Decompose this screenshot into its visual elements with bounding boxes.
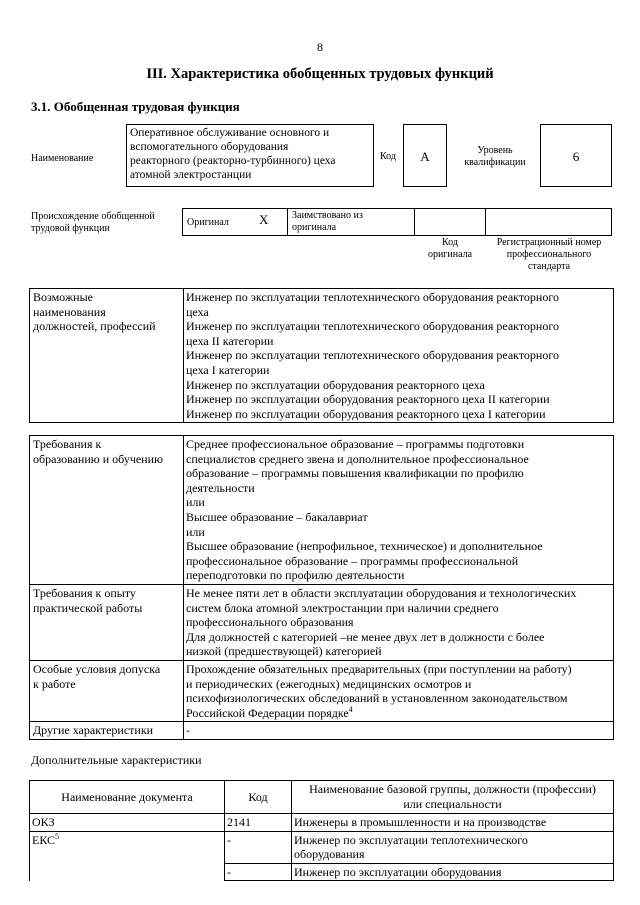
code-original-caption bbox=[414, 237, 486, 261]
requirement-value bbox=[184, 660, 614, 721]
col-name-header-line: или специальности bbox=[403, 796, 502, 811]
requirement-line-text: Российской Федерации порядке bbox=[186, 705, 349, 720]
function-name-line: реакторного (реакторно-турбинного) цеха bbox=[130, 155, 336, 167]
doc-text: ОКЗ bbox=[32, 815, 55, 829]
level-label-line: квалификации bbox=[464, 157, 526, 168]
positions-table bbox=[29, 288, 614, 423]
positions-label-line: Возможные bbox=[33, 290, 93, 304]
origin-code-cell bbox=[414, 208, 486, 236]
requirement-line: Среднее профессиональное образование – программы подготовки bbox=[186, 437, 525, 451]
name-line: оборудования bbox=[294, 847, 365, 862]
positions-label-line: должностей, профессий bbox=[33, 319, 156, 334]
requirement-line: психофизиологических обследований в установленном законодательством bbox=[186, 691, 568, 706]
positions-row bbox=[30, 289, 614, 423]
position-line: цеха bbox=[186, 304, 209, 319]
requirement-line: Для должностей с категорией –не менее двух лет в должности с более bbox=[186, 629, 545, 644]
requirement-line: Прохождение обязательных предварительных (при поступлении на работу) bbox=[186, 661, 572, 676]
level-value: 6 bbox=[540, 124, 612, 187]
position-line: Инженер по эксплуатации теплотехнического оборудования реакторного bbox=[186, 290, 559, 304]
name-line: Инженер по эксплуатации оборудования bbox=[294, 864, 502, 879]
position-line: Инженер по эксплуатации теплотехнического оборудования реакторного bbox=[186, 348, 559, 363]
position-line: Инженер по эксплуатации оборудования реакторного цеха bbox=[186, 377, 485, 392]
requirement-line: Высшее образование – бакалавриат bbox=[186, 509, 368, 524]
requirement-value bbox=[184, 722, 614, 740]
name-cell bbox=[292, 831, 614, 863]
table-row bbox=[30, 814, 614, 832]
col-name-header bbox=[292, 781, 614, 814]
name-label: Наименование bbox=[31, 153, 94, 164]
origin-label-line: трудовой функции bbox=[31, 223, 110, 234]
origin-original-cell bbox=[182, 208, 288, 236]
requirement-label-line: практической работы bbox=[33, 600, 143, 615]
requirement-line: деятельности bbox=[186, 480, 255, 495]
requirements-table bbox=[29, 435, 614, 740]
position-line: цеха II категории bbox=[186, 333, 274, 348]
function-name-line: атомной электростанции bbox=[130, 169, 252, 181]
doc-sup: 5 bbox=[55, 831, 60, 841]
page-number: 8 bbox=[317, 40, 323, 54]
requirement-label-line: образованию и обучению bbox=[33, 451, 163, 466]
requirement-line: профессиональное образование – программы профессиональной bbox=[186, 553, 519, 568]
requirement-line: образование – программы повышения квалификации по профилю bbox=[186, 466, 524, 481]
name-line: Инженер по эксплуатации теплотехнического bbox=[294, 832, 528, 847]
origin-original-mark: Х bbox=[259, 212, 269, 227]
positions-value bbox=[184, 289, 614, 423]
code-original-line: оригинала bbox=[427, 249, 473, 260]
code-cell: 2141 bbox=[225, 814, 292, 832]
col-doc-header: Наименование документа bbox=[30, 781, 225, 814]
position-line: Инженер по эксплуатации оборудования реакторного цеха II категории bbox=[186, 392, 550, 407]
requirement-label bbox=[30, 436, 184, 585]
function-name-line: Оперативное обслуживание основного и bbox=[130, 127, 330, 139]
requirement-row-experience bbox=[30, 584, 614, 660]
name-line: Инженеры в промышленности и на производстве bbox=[294, 815, 547, 829]
requirement-label-line: Требования к опыту bbox=[33, 585, 136, 600]
origin-original-label: Оригинал bbox=[187, 217, 229, 228]
position-line: цеха I категории bbox=[186, 362, 270, 377]
requirement-line: переподготовки по профилю деятельности bbox=[186, 568, 405, 583]
section-title: III. Характеристика обобщенных трудовых функций bbox=[146, 66, 494, 82]
origin-borrowed-line: Заимствовано из bbox=[292, 210, 363, 221]
requirement-label-line: Другие характеристики bbox=[33, 723, 154, 738]
reg-number-caption bbox=[487, 237, 611, 273]
requirement-line: систем блока атомной электростанции при наличии среднего bbox=[186, 600, 499, 615]
reg-number-line: профессионального bbox=[506, 249, 592, 260]
requirement-row-education bbox=[30, 436, 614, 585]
requirement-label-line: к работе bbox=[33, 676, 76, 691]
requirement-line: Не менее пяти лет в области эксплуатации оборудования и технологических bbox=[186, 585, 577, 600]
level-label-line: Уровень bbox=[477, 145, 513, 156]
origin-borrowed-line: оригинала bbox=[292, 222, 337, 233]
requirement-value bbox=[184, 584, 614, 660]
col-name-header-line: Наименование базовой группы, должности (профессии) bbox=[309, 782, 596, 796]
requirement-label-line: Особые условия допуска bbox=[33, 661, 161, 676]
requirement-line: или bbox=[186, 524, 205, 539]
col-code-header: Код bbox=[225, 781, 292, 814]
requirement-line bbox=[186, 706, 611, 721]
additional-table bbox=[29, 780, 614, 881]
requirement-line: низкой (предшествующей) категорией bbox=[186, 644, 382, 659]
requirement-label bbox=[30, 660, 184, 721]
requirement-row-special-conditions bbox=[30, 660, 614, 721]
reg-number-line: Регистрационный номер bbox=[496, 237, 602, 248]
footnote-marker: 4 bbox=[348, 704, 353, 714]
code-original-line: Код bbox=[442, 237, 458, 248]
function-name-line: вспомогательного оборудования bbox=[130, 141, 289, 153]
position-line: Инженер по эксплуатации оборудования реакторного цеха I категории bbox=[186, 406, 546, 421]
code-cell: - bbox=[225, 831, 292, 863]
requirement-line: Высшее образование (непрофильное, техническое) и дополнительное bbox=[186, 539, 543, 554]
doc-cell bbox=[30, 814, 225, 832]
doc-text: ЕКС bbox=[32, 832, 56, 847]
code-value: А bbox=[403, 124, 447, 187]
level-label bbox=[455, 145, 535, 169]
code-label: Код bbox=[380, 151, 396, 162]
function-name-box bbox=[126, 124, 374, 187]
requirement-line: специалистов среднего звена и дополнительное профессиональное bbox=[186, 451, 529, 466]
reg-number-line: стандарта bbox=[527, 261, 571, 272]
requirement-label bbox=[30, 584, 184, 660]
doc-cell bbox=[30, 831, 225, 881]
origin-borrowed-cell bbox=[287, 208, 415, 236]
requirement-row-other bbox=[30, 722, 614, 740]
requirement-label-line: Требования к bbox=[33, 437, 102, 451]
requirement-line: профессионального образования bbox=[186, 615, 354, 630]
additional-header-row bbox=[30, 781, 614, 814]
positions-label-line: наименования bbox=[33, 304, 106, 319]
requirement-line: или bbox=[186, 495, 205, 510]
requirement-line: и периодических (ежегодных) медицинских осмотров и bbox=[186, 676, 472, 691]
table-row bbox=[30, 831, 614, 863]
requirement-line: - bbox=[186, 723, 190, 738]
origin-reg-cell bbox=[485, 208, 612, 236]
positions-label bbox=[30, 289, 184, 423]
origin-label bbox=[31, 211, 155, 235]
code-cell: - bbox=[225, 863, 292, 881]
requirement-value bbox=[184, 436, 614, 585]
requirement-label bbox=[30, 722, 184, 740]
additional-title: Дополнительные характеристики bbox=[31, 753, 202, 767]
position-line: Инженер по эксплуатации теплотехнического оборудования реакторного bbox=[186, 319, 559, 334]
name-cell bbox=[292, 814, 614, 832]
subsection-title: 3.1. Обобщенная трудовая функция bbox=[31, 99, 240, 114]
origin-label-line: Происхождение обобщенной bbox=[31, 211, 155, 222]
name-cell bbox=[292, 863, 614, 881]
